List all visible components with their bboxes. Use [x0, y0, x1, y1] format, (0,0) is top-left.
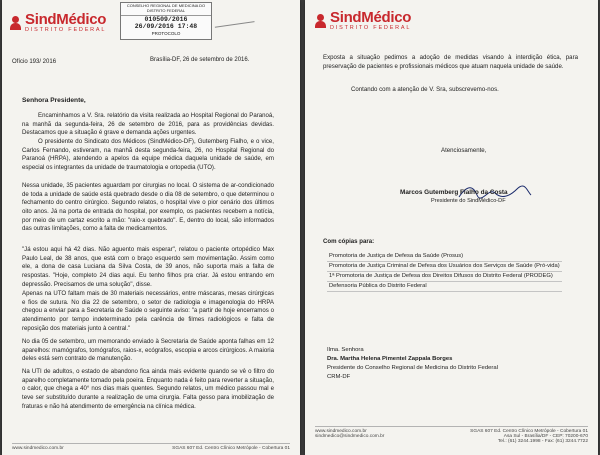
paragraph-7: Na UTI de adultos, o estado de abandono fica ainda mais evidente quando se vê o filtro do aparelho completamente tomado pela poeira. Enquanto nada é feito para reverter a situação, o calor, que chega a 40° nos dias mais quentes. Segundo relatos, um médico passou mal e teve ser substituído durante a realização de uma cirurgia. Falta gesso para imobilização de fraturas e não há atendimento de emergência na clínica médica.: [22, 368, 274, 410]
closing-salutation: Atenciosamente,: [441, 147, 487, 154]
logo-name: SindMédico: [330, 9, 412, 26]
letter-page-1: [2, 0, 300, 455]
addressee-title: Ilma. Senhora: [327, 347, 364, 353]
cc-item: 1ª Promotoria de Justiça de Defesa dos Direitos Difusos do Distrito Federal (PRODEG): [327, 272, 562, 282]
footer-website: www.sindmedico.com.br: [315, 429, 367, 434]
cc-item: Promotoria de Justiça de Defesa da Saúde (Prosus): [327, 252, 562, 262]
footer-address: SGAS 607 Ed. Centro Clínico Metrópole - Cobertura 01: [470, 429, 588, 434]
addressee-org: CRM-DF: [327, 373, 351, 380]
footer-phone: Tel.: (61) 3244.1998 - Fax: (61) 3244.7722: [497, 439, 588, 444]
footer-email: sindmedico@sindmedico.com.br: [315, 434, 385, 439]
stamp-datetime: 26/09/2016 17:48: [134, 23, 198, 31]
protocol-stamp: [120, 2, 212, 40]
stamp-number: 010509/2016: [144, 15, 188, 23]
footer-address-block: [470, 429, 588, 444]
paragraph-1: Encaminhamos a V. Sra. relatório da visita realizada ao Hospital Regional do Paranoá, na manhã da segunda-feira, 26 de setembro de 2016, para as providências devidas. Destacamos que a situação é grave e demanda ações urgentes.: [22, 112, 274, 137]
page-2-footer: [315, 426, 588, 451]
oficio-number: Ofício 193/ 2016: [12, 59, 57, 65]
addressee-block: [327, 346, 498, 381]
cc-list: [327, 252, 562, 292]
paragraph-2: O presidente do Sindicato dos Médicos (SindMédico-DF), Gutemberg Fialho, e o vice, Carlos Fernando, estiveram, na manhã desta segunda-feira, 26, no Hospital Regional do Paranoá (HRPA), atendendo a apelos da equipe médica daquela unidade de saúde, em especial os integrantes da unidade de traumatologia e ortopedia (UTO).: [22, 138, 274, 171]
paragraph-4: "Já estou aqui há 42 dias. Não aguento mais esperar", relatou o paciente ortopédico Max Paulo Leal, de 38 anos, que está com o braço esquerdo sem movimentação. Assim como ele, a dona de casa Luciana da Silva Costa, de 39 anos, não suporta mais a falta de respostas. "Hoje, completo 24 dias aqui. Eu tenho filhos pra criar. Já estou entrando em depressão. Precisamos de uma solução", disse.: [22, 246, 274, 288]
paragraph-6: No dia 05 de setembro, um memorando enviado à Secretaria de Saúde aponta falhas em 12 aparelhos: mamógrafos, tomógrafos, raios-x, ecógrafos, escopia e arcos cirúrgicos. A maioria deles está sem contrato de manutenção.: [22, 338, 274, 363]
handwritten-initials: [213, 11, 254, 27]
signer-role: Presidente do SindMédico-DF: [431, 198, 506, 204]
logo-subtitle: DISTRITO FEDERAL: [330, 25, 412, 31]
cc-item: Promotoria de Justiça Criminal de Defesa dos Usuários dos Serviços de Saúde (Pró-vida): [327, 262, 562, 272]
addressee-name: Dra. Martha Helena Pimentel Zappala Borges: [327, 355, 453, 362]
closing-thanks: Contando com a atenção de V. Sra, subscrevemo-nos.: [351, 86, 499, 93]
paragraph-3: Nessa unidade, 35 pacientes aguardam por cirurgias no local. O sistema de ar-condicionado de toda a unidade de saúde está quebrado desde o dia 08 de setembro, o que determinou o fechamento do centro cirúrgico. Segundo relatos, o hospital vive o pior cenário dos últimos oito anos. Já na porta de entrada do hospital, por exemplo, os pacientes recebem a notícia, por meio de um cartaz escrito a mão: "raio-x quebrado". E, dentro do local, são informados das outras limitações, como a falta de medicamentos.: [22, 182, 274, 233]
salutation: Senhora Presidente,: [22, 97, 86, 104]
paragraph-5: Apenas na UTO faltam mais de 30 materiais necessários, entre máscaras, mesas cirúrgicas e fios de sutura. No dia 22 de setembro, o setor de radiologia e imagenologia do HRPA chegou a enviar para a Secretaria de Saúde o seguinte aviso: "a partir de hoje encerramos o atendimento por tempo indeterminado pela carência de filmes radiológicos e falta de reposição dos materiais junto à central.": [22, 290, 274, 332]
footer-city: Asa Sul - Brasília/DF - CEP: 70200-670: [503, 434, 588, 439]
page-1-footer: [12, 443, 290, 451]
sindmedico-logo: [10, 12, 106, 34]
closing-paragraph: Exposta a situação pedimos a adoção de medidas visando à interdição ética, para preservação de pacientes e profissionais médicos que atuam naquela unidade de saúde.: [323, 54, 578, 70]
letter-page-2: [305, 0, 598, 455]
logo-name: SindMédico: [25, 11, 107, 28]
sindmedico-logo: [315, 10, 411, 32]
footer-website: www.sindmedico.com.br: [12, 446, 64, 451]
logo-subtitle: DISTRITO FEDERAL: [25, 27, 107, 33]
stamp-org: CONSELHO REGIONAL DE MEDICINA DO DISTRITO FEDERAL: [121, 3, 211, 16]
cc-item: Defensoria Pública do Distrito Federal: [327, 282, 562, 292]
footer-address: SGAS 607 Ed. Centro Clínico Metrópole - Cobertura 01: [172, 446, 290, 451]
stamp-label: PROTOCOLO: [151, 31, 181, 37]
signer-name: Marcos Gutemberg Fialho da Costa: [400, 189, 508, 196]
addressee-role: Presidente do Conselho Regional de Medicina do Distrito Federal: [327, 364, 498, 371]
cc-title: Com cópias para:: [323, 238, 375, 245]
letter-date: Brasília-DF, 26 de setembro de 2016.: [150, 57, 250, 63]
doctor-icon: [315, 14, 327, 28]
doctor-icon: [10, 16, 22, 30]
